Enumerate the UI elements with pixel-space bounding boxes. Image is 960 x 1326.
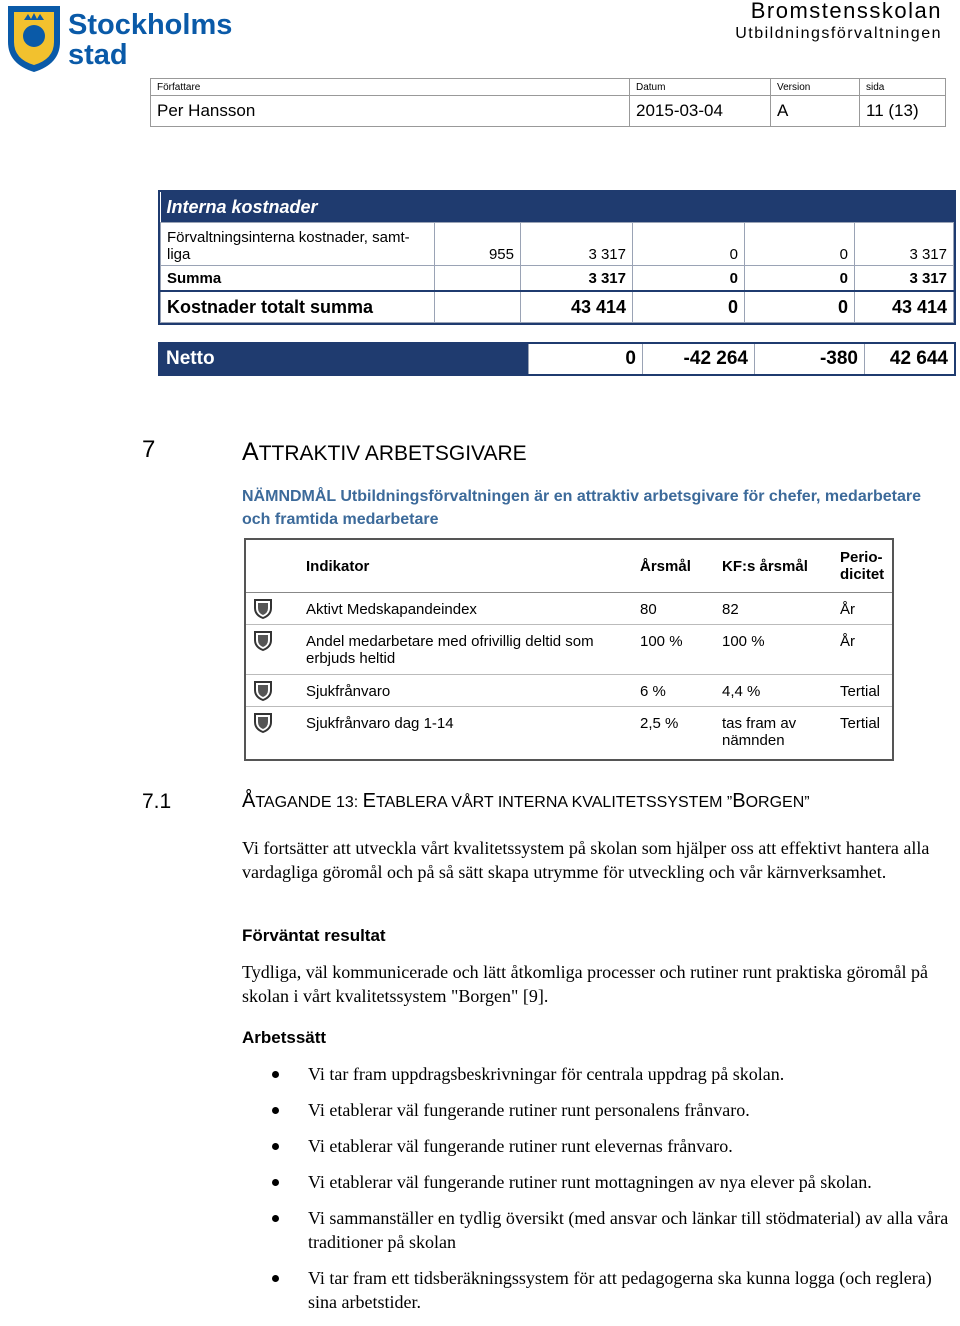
stockholm-crest-icon xyxy=(2,2,233,74)
date-value: 2015-03-04 xyxy=(630,96,771,127)
list-item: Vi sammanställer en tydlig översikt (med ansvar och länkar till stödmaterial) av alla våra traditioner på skolan xyxy=(272,1206,952,1254)
list-item: Vi etablerar väl fungerande rutiner runt mottagningen av nya elever på skolan. xyxy=(272,1170,952,1194)
version-label: Version xyxy=(771,79,860,96)
cost-section-title: Interna kostnader xyxy=(161,192,954,223)
department-name: Utbildningsförvaltningen xyxy=(735,25,942,42)
result-paragraph: Tydliga, väl kommunicerade och lätt åtkomliga processer och rutiner runt praktiska göromål på skolan i vårt kvalitetssystem "Borgen" [9]. xyxy=(242,962,929,1006)
committee-goal: NÄMNDMÅL Utbildningsförvaltningen är en attraktiv arbetsgivare för chefer, medarbetare och framtida medarbetare xyxy=(242,488,921,528)
subsection-number: 7.1 xyxy=(142,790,172,813)
page-label: sida xyxy=(860,79,946,96)
stockholm-logo xyxy=(2,2,233,74)
bullet-dot-icon xyxy=(272,1215,279,1222)
row-name: Summa xyxy=(161,266,435,292)
table-row xyxy=(161,266,954,292)
netto-cell: -42 264 xyxy=(642,344,754,374)
indicator-kf-target: 82 xyxy=(721,593,839,625)
indicator-table xyxy=(244,538,894,761)
cell: 3 317 xyxy=(855,266,954,292)
bullet-dot-icon xyxy=(272,1179,279,1186)
bullet-dot-icon xyxy=(272,1107,279,1114)
indicator-target: 80 xyxy=(639,593,721,625)
cell: 3 317 xyxy=(855,223,954,266)
list-item: Vi tar fram uppdragsbeskrivningar för centrala uppdrag på skolan. xyxy=(272,1062,952,1086)
table-row xyxy=(246,593,892,625)
indicator-kf-target: tas fram av nämnden xyxy=(722,715,797,749)
indicator-target: 6 % xyxy=(639,675,721,707)
header-indicator: Indikator xyxy=(305,540,639,593)
table-row xyxy=(161,223,954,266)
netto-cell: 42 644 xyxy=(864,344,954,374)
cell: 0 xyxy=(745,223,855,266)
author-value: Per Hansson xyxy=(151,96,630,127)
logo-line1: Stockholms xyxy=(68,9,233,41)
list-item: Vi etablerar väl fungerande rutiner runt personalens frånvaro. xyxy=(272,1098,952,1122)
bullet-dot-icon xyxy=(272,1143,279,1150)
logo-line2: stad xyxy=(68,39,128,71)
table-row xyxy=(246,625,892,675)
shield-icon xyxy=(254,681,272,701)
cell xyxy=(435,266,521,292)
intro-paragraph: Vi fortsätter att utveckla vårt kvalitetssystem på skolan som hjälper oss att effektivt hantera alla vardagliga göromål och på så sätt skapa utrymme för utveckling och vår kärnverksamhet. xyxy=(242,838,930,882)
row-name: Förvaltningsinterna kostnader, samt- liga xyxy=(161,223,435,266)
shield-icon xyxy=(254,599,272,619)
netto-label: Netto xyxy=(160,344,528,374)
section-number: 7 xyxy=(142,436,156,463)
section-title: ATTRAKTIV ARBETSGIVARE xyxy=(242,438,527,466)
result-heading: Förväntat resultat xyxy=(242,926,386,945)
indicator-period: År xyxy=(839,625,892,675)
table-row xyxy=(246,707,892,759)
document-meta-table xyxy=(150,78,946,127)
indicator-period: År xyxy=(839,593,892,625)
subsection-title: ÅTAGANDE 13: ETABLERA VÅRT INTERNA KVALITETSSYSTEM ”BORGEN” xyxy=(242,790,810,812)
indicator-period: Tertial xyxy=(839,675,892,707)
netto-cell: 0 xyxy=(528,344,642,374)
header-kf-target: KF:s årsmål xyxy=(721,540,839,593)
author-label: Författare xyxy=(151,79,630,96)
cell: 955 xyxy=(435,223,521,266)
cell: 0 xyxy=(633,223,745,266)
indicator-period: Tertial xyxy=(840,715,881,732)
org-name: Bromstensskolan xyxy=(750,0,942,23)
list-item: Vi etablerar väl fungerande rutiner runt elevernas frånvaro. xyxy=(272,1134,952,1158)
version-value: A xyxy=(771,96,860,127)
work-list xyxy=(272,1062,952,1326)
work-heading: Arbetssätt xyxy=(242,1028,327,1047)
cell xyxy=(435,291,521,323)
cell: 3 317 xyxy=(521,266,633,292)
cell: 43 414 xyxy=(855,291,954,323)
shield-icon xyxy=(254,713,272,733)
date-label: Datum xyxy=(630,79,771,96)
cell: 3 317 xyxy=(521,223,633,266)
indicator-name: Sjukfrånvaro dag 1-14 xyxy=(306,715,454,732)
indicator-name: Andel medarbetare med ofrivillig deltid som erbjuds heltid xyxy=(305,625,639,675)
cell: 43 414 xyxy=(521,291,633,323)
indicator-name: Sjukfrånvaro xyxy=(305,675,639,707)
list-item: Vi tar fram ett tidsberäkningssystem för att pedagogerna ska kunna logga (och reglera) sina arbetstider. xyxy=(272,1266,952,1314)
indicator-kf-target: 100 % xyxy=(721,625,839,675)
netto-cell: -380 xyxy=(754,344,864,374)
indicator-target: 2,5 % xyxy=(640,715,679,732)
netto-row xyxy=(158,342,956,376)
cost-table xyxy=(158,190,956,325)
indicator-name: Aktivt Medskapandeindex xyxy=(305,593,639,625)
bullet-dot-icon xyxy=(272,1071,279,1078)
cell: 0 xyxy=(633,266,745,292)
indicator-kf-target: 4,4 % xyxy=(721,675,839,707)
shield-icon xyxy=(254,631,272,651)
page-value: 11 (13) xyxy=(860,96,946,127)
cell: 0 xyxy=(633,291,745,323)
header-target: Årsmål xyxy=(639,540,721,593)
bullet-dot-icon xyxy=(272,1275,279,1282)
row-name: Kostnader totalt summa xyxy=(161,291,435,323)
table-row xyxy=(246,675,892,707)
header-period: Perio- dicitet xyxy=(839,540,892,593)
indicator-target: 100 % xyxy=(639,625,721,675)
cell: 0 xyxy=(745,266,855,292)
table-row xyxy=(161,291,954,323)
cell: 0 xyxy=(745,291,855,323)
